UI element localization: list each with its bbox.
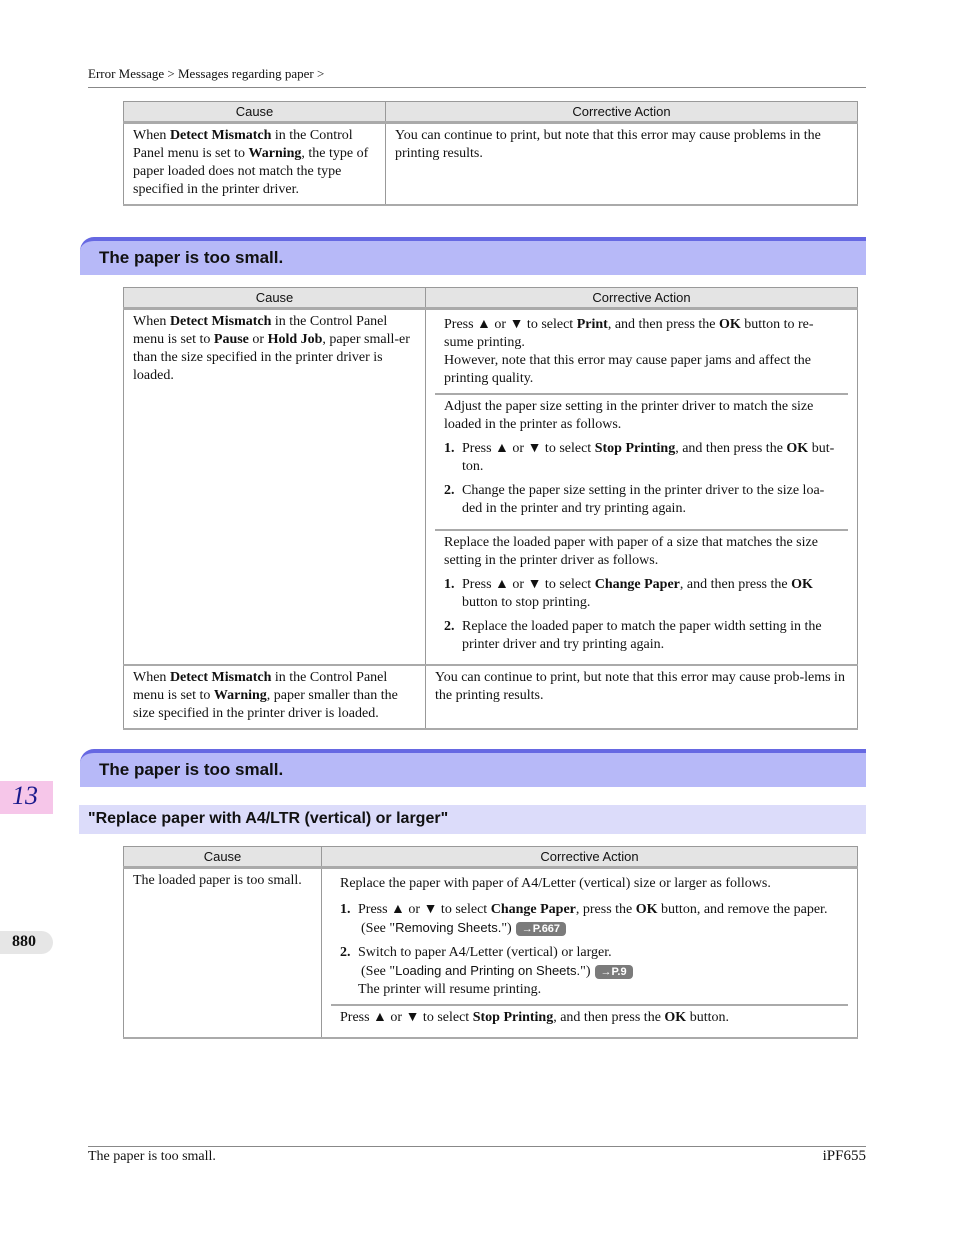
list-item: 1. Press ▲ or ▼ to select Change Paper, and then press the OK button to stop printing.	[444, 577, 813, 610]
list-item: 1. Press ▲ or ▼ to select Change Paper, press the OK button, and remove the paper. (See "Removing Sheets.") →P.667	[340, 902, 828, 936]
cause-cell: When Detect Mismatch in the Control Panel menu is set to Warning, the type of paper loaded does not match the type specified in the printer driver.	[124, 123, 386, 206]
column-header-action: Corrective Action	[426, 288, 858, 309]
removing-sheets-link[interactable]: Removing Sheets.	[395, 920, 502, 935]
chapter-tab[interactable]	[0, 781, 53, 814]
action-replace-steps: Replace the paper with paper of A4/Letter (vertical) size or larger as follows. 1. Press ▲ or ▼ to select Change Paper, press the OK button, and remove the paper. (See "Removing Sheets.") →P.667 2. Switch to paper A4/Letter (vertical) or larger. (See "Loading and Printing on Sheets.") →P.9 The printer will resume printing.	[331, 872, 848, 1004]
mismatch-warning-table	[123, 101, 858, 206]
subsection-heading	[79, 805, 866, 834]
action-cell: You can continue to print, but note that this error may cause problems in the printing results.	[386, 123, 858, 206]
list-item: 1. Press ▲ or ▼ to select Stop Printing, and then press the OK but-ton.	[444, 441, 835, 474]
column-header-cause: Cause	[124, 847, 322, 868]
column-header-action: Corrective Action	[322, 847, 858, 868]
action-cell	[322, 868, 858, 1039]
header-rule	[88, 87, 866, 88]
table-row	[124, 309, 858, 666]
page-number: 880	[12, 933, 36, 950]
replace-paper-table	[123, 846, 858, 1039]
footer-rule	[88, 1146, 866, 1147]
page-number-tab	[0, 931, 53, 954]
list-item: 2. Replace the loaded paper to match the paper width setting in the printer driver and try printing again.	[444, 619, 822, 652]
action-cell: You can continue to print, but note that this error may cause prob-lems in the printing results.	[426, 665, 858, 729]
column-header-action: Corrective Action	[386, 102, 858, 123]
list-item: 2. Switch to paper A4/Letter (vertical) or larger. (See "Loading and Printing on Sheets.") →P.9 The printer will resume printing.	[340, 944, 839, 999]
table-row	[124, 868, 858, 1039]
page-ref-badge[interactable]: →P.9	[595, 965, 633, 979]
section-heading	[80, 749, 866, 787]
cause-cell: When Detect Mismatch in the Control Panel menu is set to Warning, paper smaller than the size specified in the printer driver is loaded.	[124, 665, 426, 729]
action-stop-printing: Press ▲ or ▼ to select Stop Printing, and then press the OK button.	[331, 1004, 848, 1032]
section-heading	[80, 237, 866, 275]
section-title: The paper is too small.	[99, 248, 284, 267]
action-adjust-driver: Adjust the paper size setting in the printer driver to match the size loaded in the printer as follows. 1. Press ▲ or ▼ to select Stop Printing, and then press the OK but-ton. 2. Change the paper size setting in the printer driver to the size loa-ded in the printer and try printing again.	[435, 393, 848, 529]
footer-title: The paper is too small.	[88, 1149, 216, 1164]
cause-cell: The loaded paper is too small.	[124, 868, 322, 1039]
action-resume: Press ▲ or ▼ to select Print, and then press the OK button to re-sume printing. However, note that this error may cause paper jams and affect the printing quality.	[444, 317, 814, 386]
list-item: 2. Change the paper size setting in the printer driver to the size loa-ded in the printer and try printing again.	[444, 483, 825, 516]
column-header-cause: Cause	[124, 288, 426, 309]
table-row	[124, 123, 858, 206]
loading-printing-sheets-link[interactable]: Loading and Printing on Sheets.	[395, 963, 581, 978]
footer-model: iPF655	[822, 1148, 866, 1164]
column-header-cause: Cause	[124, 102, 386, 123]
section-title: The paper is too small.	[99, 760, 284, 779]
cause-cell: When Detect Mismatch in the Control Panel menu is set to Pause or Hold Job, paper small-er than the size specified in the printer driver is loaded.	[124, 309, 426, 666]
paper-too-small-table	[123, 287, 858, 730]
page-ref-badge[interactable]: →P.667	[516, 922, 566, 936]
chapter-number: 13	[12, 781, 38, 810]
action-cell	[426, 309, 858, 666]
action-replace-paper: Replace the loaded paper with paper of a size that matches the size setting in the printer driver as follows. 1. Press ▲ or ▼ to select Change Paper, and then press the OK button to stop printing. 2. Replace the loaded paper to match the paper width setting in the printer driver and try printing again.	[435, 529, 848, 659]
subsection-title: "Replace paper with A4/LTR (vertical) or larger"	[88, 810, 449, 827]
table-row	[124, 665, 858, 729]
breadcrumb: Error Message > Messages regarding paper >	[88, 66, 325, 81]
